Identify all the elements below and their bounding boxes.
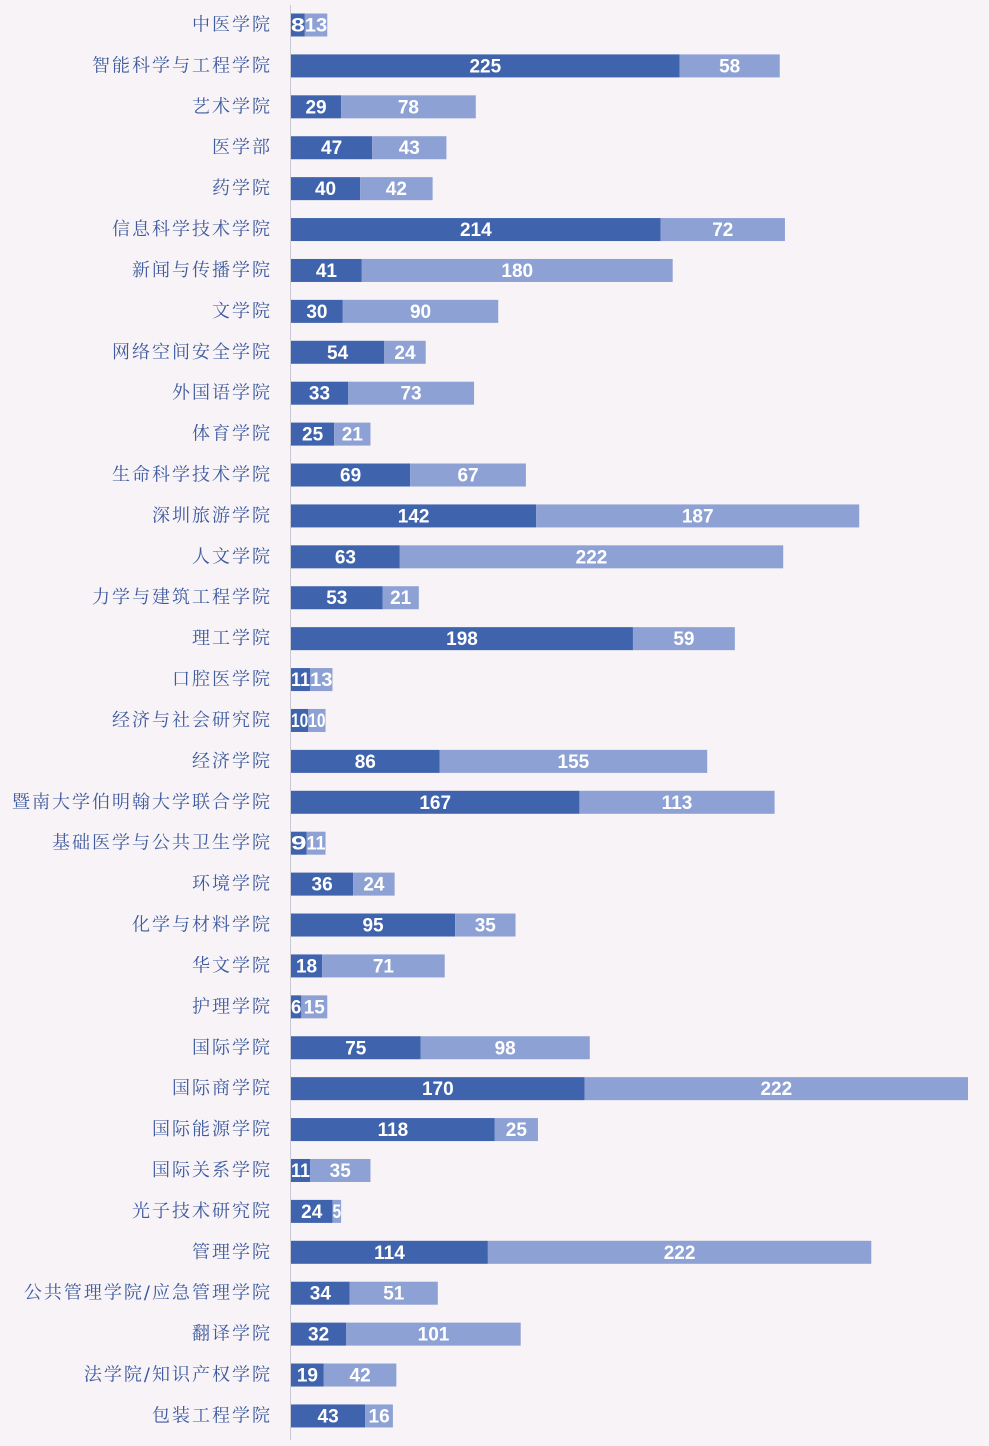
value-label: 25: [505, 1120, 527, 1142]
value-label: 78: [397, 97, 420, 119]
value-label: 155: [557, 751, 590, 773]
value-label: 222: [760, 1079, 793, 1101]
category-label: 国际商学院: [172, 1078, 272, 1100]
category-label: 信息科学技术学院: [112, 219, 272, 241]
category-label: 中医学院: [192, 14, 272, 36]
category-label: 新闻与传播学院: [132, 259, 272, 281]
value-label: 6: [291, 997, 302, 1019]
value-label: 142: [397, 506, 430, 528]
category-label: 深圳旅游学院: [152, 505, 272, 527]
value-label: 34: [309, 1283, 331, 1305]
value-label: 21: [341, 424, 363, 446]
value-label: 101: [417, 1324, 450, 1346]
category-label: 智能科学与工程学院: [92, 55, 272, 77]
value-label: 9: [291, 833, 307, 855]
value-label: 11: [291, 670, 311, 692]
value-label: 58: [719, 56, 741, 78]
category-label: 艺术学院: [192, 96, 272, 118]
value-label: 69: [340, 465, 362, 487]
category-label: 国际能源学院: [152, 1119, 272, 1141]
category-label: 公共管理学院/应急管理学院: [23, 1282, 272, 1304]
value-label: 36: [311, 874, 333, 896]
category-label: 外国语学院: [172, 382, 272, 404]
value-label: 167: [419, 792, 452, 814]
category-label: 环境学院: [192, 873, 272, 895]
value-label: 43: [317, 1406, 339, 1428]
value-label: 114: [374, 1242, 405, 1264]
value-label: 35: [329, 1160, 351, 1182]
category-label: 力学与建筑工程学院: [92, 587, 272, 609]
value-label: 53: [326, 588, 348, 610]
category-label: 口腔医学院: [172, 669, 272, 691]
category-label: 光子技术研究院: [132, 1200, 272, 1222]
value-label: 51: [383, 1283, 405, 1305]
category-label: 生命科学技术学院: [112, 464, 272, 486]
category-label: 文学院: [212, 300, 272, 322]
category-label: 体育学院: [192, 423, 272, 445]
value-label: 33: [308, 383, 331, 405]
value-label: 43: [398, 138, 420, 160]
category-label: 法学院/知识产权学院: [83, 1364, 272, 1386]
value-label: 24: [363, 874, 385, 896]
value-label: 13: [309, 670, 333, 692]
value-label: 10: [308, 710, 326, 732]
value-label: 35: [474, 915, 496, 937]
value-label: 198: [446, 629, 478, 651]
category-label: 包装工程学院: [152, 1405, 272, 1427]
value-label: 118: [377, 1120, 409, 1142]
value-label: 30: [306, 301, 328, 323]
value-label: 72: [712, 220, 734, 242]
value-label: 214: [459, 220, 492, 242]
value-label: 24: [301, 1201, 323, 1223]
value-label: 24: [394, 342, 416, 364]
value-label: 63: [334, 547, 356, 569]
value-label: 42: [385, 179, 407, 201]
category-label: 国际关系学院: [152, 1159, 272, 1181]
value-label: 75: [345, 1038, 367, 1060]
value-label: 180: [501, 260, 534, 282]
category-label: 华文学院: [192, 955, 272, 977]
bars-group: [291, 14, 968, 1428]
value-label: 41: [315, 260, 337, 282]
value-label: 16: [368, 1406, 390, 1428]
value-label: 25: [302, 424, 324, 446]
value-label: 13: [304, 15, 328, 37]
value-label: 113: [661, 792, 693, 814]
category-label: 理工学院: [192, 628, 272, 650]
category-label: 经济与社会研究院: [112, 709, 272, 731]
value-label: 15: [303, 997, 325, 1019]
category-label: 管理学院: [192, 1241, 272, 1263]
category-label: 人文学院: [192, 546, 272, 568]
value-label: 170: [421, 1079, 454, 1101]
value-label: 90: [409, 301, 432, 323]
value-label: 18: [295, 956, 318, 978]
value-label: 95: [362, 915, 384, 937]
value-label: 222: [575, 547, 608, 569]
value-label: 8: [291, 15, 305, 37]
value-label: 21: [390, 588, 412, 610]
value-label: 29: [305, 97, 327, 119]
category-label: 暨南大学伯明翰大学联合学院: [12, 791, 272, 813]
value-label: 40: [314, 179, 337, 201]
value-label: 11: [291, 1160, 311, 1182]
value-label: 71: [372, 956, 394, 978]
value-label: 5: [332, 1201, 342, 1223]
category-label: 化学与材料学院: [132, 914, 272, 936]
category-label: 基础医学与公共卫生学院: [52, 832, 272, 854]
value-label: 32: [308, 1324, 330, 1346]
value-label: 54: [327, 342, 349, 364]
value-label: 42: [349, 1365, 371, 1387]
value-label: 19: [296, 1365, 318, 1387]
value-label: 59: [673, 629, 695, 651]
value-label: 67: [457, 465, 479, 487]
category-label: 医学部: [212, 137, 272, 159]
category-label: 药学院: [212, 178, 272, 200]
value-label: 47: [321, 138, 343, 160]
category-labels: [12, 15, 272, 1427]
category-label: 网络空间安全学院: [112, 341, 272, 363]
value-label: 187: [681, 506, 714, 528]
value-label: 98: [494, 1038, 516, 1060]
category-label: 翻译学院: [192, 1323, 272, 1345]
value-label: 11: [306, 833, 326, 855]
value-label: 73: [400, 383, 422, 405]
value-label: 10: [291, 710, 309, 732]
value-label: 225: [469, 56, 502, 78]
category-label: 经济学院: [192, 750, 272, 772]
category-label: 国际学院: [192, 1037, 272, 1059]
value-label: 222: [663, 1242, 696, 1264]
value-label: 86: [354, 751, 376, 773]
category-label: 护理学院: [192, 996, 272, 1018]
